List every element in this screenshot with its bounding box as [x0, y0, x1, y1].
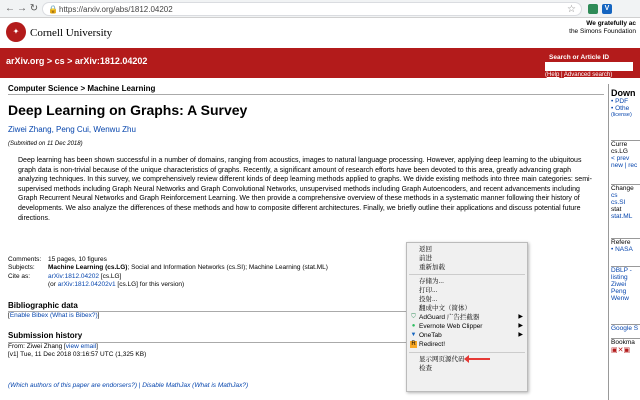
- bibliographic-heading: Bibliographic data: [8, 302, 408, 312]
- reload-icon[interactable]: ↻: [29, 3, 39, 14]
- from-row: [8, 343, 438, 351]
- menu-print[interactable]: 打印...: [419, 287, 438, 294]
- vimium-extension-icon[interactable]: V: [602, 4, 612, 14]
- subject-heading: Computer Science > Machine Learning: [8, 84, 604, 95]
- grateful-line2: the Simons Foundation: [569, 28, 636, 35]
- menu-back[interactable]: 返回: [419, 246, 432, 253]
- submenu-arrow-icon: ▶: [518, 323, 523, 329]
- menu-view-source[interactable]: 显示网页源代码: [419, 356, 465, 363]
- menu-onetab-label: OneTab: [419, 332, 442, 339]
- arxiv-header-bar: [0, 48, 640, 78]
- browse-cs-link[interactable]: cs: [611, 192, 618, 199]
- version-row: [v1] Tue, 11 Dec 2018 03:16:57 UTC (1,325 KB): [8, 351, 147, 359]
- breadcrumb[interactable]: arXiv.org > cs > arXiv:1812.04202: [6, 56, 148, 66]
- cite-row: [8, 273, 438, 281]
- subjects-label: Subjects:: [8, 264, 35, 272]
- history-heading: Submission history: [8, 332, 408, 342]
- bibex-open: [: [8, 312, 10, 320]
- footer-separator: |: [136, 382, 143, 389]
- search-input[interactable]: [545, 62, 633, 71]
- menu-separator: [409, 352, 525, 353]
- dblp-heading[interactable]: DBLP -: [611, 267, 632, 274]
- prev-link[interactable]: < prev: [611, 155, 630, 162]
- cornell-seal-icon[interactable]: ✦: [6, 22, 26, 42]
- bookmark-icons[interactable]: ▣✕▣: [611, 347, 631, 354]
- browser-toolbar: [0, 0, 640, 18]
- onetab-icon: ▼: [410, 332, 417, 338]
- comments-label: Comments:: [8, 256, 42, 263]
- metadata-table: [8, 256, 438, 360]
- cite-version-link[interactable]: arXiv:1812.04202v1: [57, 281, 116, 289]
- bibex-close: ]: [97, 312, 100, 320]
- menu-redirect[interactable]: [407, 340, 527, 349]
- cornell-header: [0, 18, 640, 48]
- comments-value: 15 pages, 10 figures: [48, 256, 107, 263]
- other-formats-link[interactable]: • Othe: [611, 105, 630, 112]
- redirect-icon: R: [411, 341, 416, 347]
- url-text: https://arxiv.org/abs/1812.04202: [59, 5, 173, 14]
- address-bar[interactable]: [42, 2, 582, 16]
- current-category: cs.LG: [611, 148, 628, 155]
- what-is-mathjax-link[interactable]: (What is MathJax?): [192, 382, 249, 389]
- back-icon[interactable]: ←: [5, 3, 15, 14]
- menu-reload[interactable]: 重新加载: [419, 264, 445, 271]
- endorsers-link[interactable]: (Which authors of this paper are endorsers?): [8, 382, 137, 389]
- browse-statml-link[interactable]: stat.ML: [611, 213, 633, 220]
- menu-cast[interactable]: 投射...: [419, 296, 438, 303]
- cite-version-suffix: [cs.LG] for this version): [115, 281, 185, 289]
- menu-forward[interactable]: 前进: [419, 255, 432, 262]
- references-heading: Refere: [611, 239, 631, 246]
- view-email-link[interactable]: view email: [65, 342, 97, 350]
- what-is-bibex-link[interactable]: (What is Bibex?): [49, 312, 98, 320]
- from-suffix: ]: [96, 342, 98, 350]
- dblp-author-ziwei[interactable]: Ziwei: [611, 281, 627, 288]
- annotation-arrow-icon: [468, 358, 490, 360]
- bookmark-star-icon[interactable]: ☆: [567, 4, 576, 15]
- institution-name[interactable]: Cornell University: [30, 27, 113, 39]
- nasa-ads-link[interactable]: • NASA: [611, 246, 633, 253]
- menu-separator: [409, 274, 525, 275]
- submenu-arrow-icon: ▶: [518, 314, 523, 320]
- footer-links: [8, 382, 248, 389]
- stat-label: stat: [611, 206, 622, 213]
- submission-date: (Submitted on 11 Dec 2018): [8, 141, 83, 147]
- context-menu: [406, 242, 528, 392]
- current-browse-heading: Curre: [611, 141, 628, 148]
- menu-redirect-label: Redirect!: [419, 341, 446, 348]
- recent-link[interactable]: rec: [628, 162, 638, 169]
- other-subjects: ; Social and Information Networks (cs.SI); Machine Learning (stat.ML): [127, 264, 328, 272]
- bibex-row: [8, 312, 438, 320]
- cite-id-link[interactable]: arXiv:1812.04202: [48, 272, 99, 280]
- forward-icon[interactable]: →: [17, 3, 27, 14]
- change-browse-heading: Change: [611, 185, 634, 192]
- disable-mathjax-link[interactable]: Disable MathJax: [142, 382, 191, 389]
- primary-subject: Machine Learning (cs.LG): [48, 264, 128, 272]
- download-heading: Down: [611, 88, 636, 98]
- dblp-author-wenwu[interactable]: Wenw: [611, 295, 629, 302]
- search-label: Search or Article ID: [549, 54, 610, 61]
- google-scholar-link[interactable]: Google S: [611, 325, 639, 332]
- comments-row: [8, 256, 438, 264]
- adguard-extension-icon[interactable]: [588, 4, 598, 14]
- bookmark-heading: Bookma: [611, 339, 635, 346]
- cite-version-prefix: (or: [48, 281, 58, 289]
- advanced-search-link[interactable]: Advanced search: [563, 72, 611, 78]
- menu-adguard-label: AdGuard 广告拦截器: [419, 314, 480, 321]
- enable-bibex-link[interactable]: Enable Bibex: [9, 312, 49, 320]
- author-links[interactable]: Ziwei Zhang, Peng Cui, Wenwu Zhu: [8, 125, 136, 134]
- grateful-line1: We gratefully ac: [586, 20, 636, 27]
- acknowledgement: [526, 20, 636, 36]
- menu-translate[interactable]: 翻成中文（简体）: [419, 305, 471, 312]
- new-link[interactable]: new: [611, 162, 623, 169]
- cite-id-suffix: [cs.LG]: [98, 272, 122, 280]
- menu-save-as[interactable]: 存储为...: [419, 278, 444, 285]
- menu-evernote-label: Evernote Web Clipper: [419, 323, 483, 330]
- menu-onetab[interactable]: [407, 331, 527, 340]
- help-link[interactable]: Help: [547, 72, 560, 78]
- menu-evernote[interactable]: [407, 322, 527, 331]
- from-prefix: From: Ziwei Zhang [: [8, 342, 66, 350]
- license-link[interactable]: (license): [611, 112, 632, 118]
- menu-adguard[interactable]: [407, 313, 527, 322]
- submenu-arrow-icon: ▶: [518, 332, 523, 338]
- pdf-link[interactable]: • PDF: [611, 98, 629, 105]
- evernote-icon: ●: [411, 323, 416, 329]
- abstract: Deep learning has been shown successful in a number of domains, ranging from acoustics, images to natural language processing. However, applying deep learning to the ubiquitous graph data is non-trivial because of the unique characteristics of graphs. Recently, a significant amount of research efforts have been devoted to this area, greatly advancing graph analyzing techniques. In this survey, we comprehensively review different kinds of deep learning methods applied to graphs. We divide existing methods into three main categories: semi-supervised methods including Graph Neural Networks and Graph Convolutional Networks, unsupervised methods including Graph Autoencoders, and recent advancements including Graph Recurrent Neural Networks and Graph Reinforcement Learning. We then provide a comprehensive overview of these methods in a systematic manner following their history of developments. We also analyze the differences of these methods and how to composite different architectures. Finally, we briefly outline their applications and discuss potential future directions.: [18, 157, 592, 222]
- page-title: Deep Learning on Graphs: A Survey: [8, 102, 248, 118]
- browse-cssi-link[interactable]: cs.SI: [611, 199, 626, 206]
- cite-label: Cite as:: [8, 272, 31, 280]
- adguard-icon: ⛉: [411, 314, 416, 320]
- dblp-listing-link[interactable]: listing: [611, 274, 628, 281]
- cite-version-row: [8, 281, 438, 289]
- lock-icon: 🔒: [48, 5, 58, 14]
- right-sidebar: Down • PDF • Othe (license) Curre cs.LG < prev new | rec Change cs cs.SI stat stat.ML Refere • NASA DBLP - listing Ziwei Peng Wenw Google S Bookma ▣✕▣: [608, 84, 640, 400]
- subjects-row: [8, 264, 438, 272]
- dblp-author-peng[interactable]: Peng: [611, 288, 627, 295]
- search-help: (Help | Advanced search): [545, 72, 613, 78]
- menu-inspect[interactable]: 检查: [419, 365, 432, 372]
